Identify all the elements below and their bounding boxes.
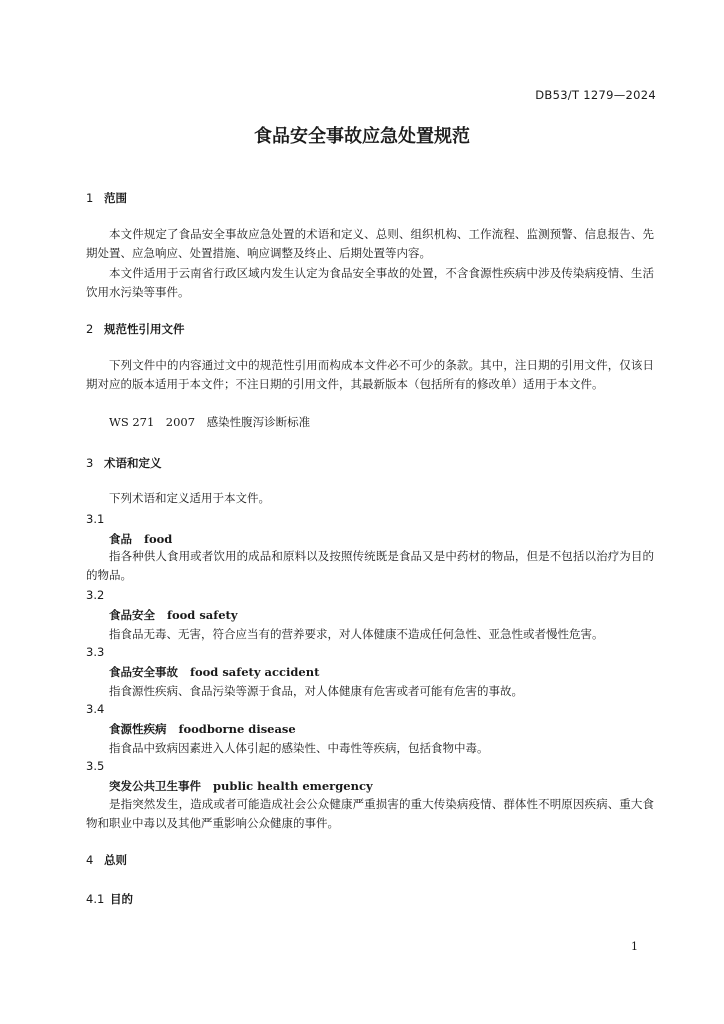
section-3-heading: [86, 455, 162, 471]
term-heading: [109, 721, 296, 737]
term-definition: 指各种供人食用或者饮用的成品和原料以及按照传统既是食品又是中药材的物品，但是不包括以治疗为目的的物品。: [86, 549, 654, 582]
term-en: public health emergency: [213, 779, 373, 793]
section-title: 范围: [104, 191, 127, 205]
term-en: food safety accident: [190, 665, 320, 679]
term-number: 3.4: [86, 702, 105, 716]
term-heading: [109, 778, 373, 794]
section-number: 4: [86, 853, 94, 867]
term-number: 3.2: [86, 588, 105, 602]
document-title: 食品安全事故应急处置规范: [254, 126, 470, 147]
term-en: foodborne disease: [178, 722, 296, 736]
term-number: 3.1: [86, 512, 105, 526]
term-zh: 食品: [109, 532, 132, 546]
section-1-heading: [86, 190, 127, 206]
term-en: food safety: [167, 608, 238, 622]
term-number: 3.5: [86, 759, 105, 773]
document-code: DB53/T 1279—2024: [535, 88, 656, 102]
section-2-paragraph-1: 下列文件中的内容通过文中的规范性引用而构成本文件必不可少的条款。其中，注日期的引用文件，仅该日期对应的版本适用于本文件；不注日期的引用文件，其最新版本（包括所有的修改单）适用于本文件。: [86, 358, 654, 391]
section-number: 3: [86, 456, 94, 470]
term-definition: 指食源性疾病、食品污染等源于食品，对人体健康有危害或者可能有危害的事故。: [109, 684, 523, 698]
term-heading: [109, 607, 238, 623]
section-4-heading: [86, 852, 127, 868]
section-1-paragraph-1: 本文件规定了食品安全事故应急处置的术语和定义、总则、组织机构、工作流程、监测预警、信息报告、先期处置、应急响应、处置措施、响应调整及终止、后期处置等内容。: [86, 227, 654, 260]
section-3-intro: 下列术语和定义适用于本文件。: [109, 491, 270, 505]
section-4-1-heading: [86, 891, 133, 907]
section-number: 2: [86, 322, 94, 336]
term-number: 3.3: [86, 645, 105, 659]
term-zh: 食品安全: [109, 608, 155, 622]
section-number: 4.1: [86, 892, 105, 906]
term-definition: 指食品无毒、无害，符合应当有的营养要求，对人体健康不造成任何急性、亚急性或者慢性危害。: [109, 627, 604, 641]
section-title: 规范性引用文件: [104, 322, 185, 336]
term-heading: [109, 531, 172, 547]
normative-reference: WS 271 2007 感染性腹泻诊断标准: [109, 415, 311, 429]
term-zh: 食源性疾病: [109, 722, 167, 736]
section-1-paragraph-2: 本文件适用于云南省行政区域内发生认定为食品安全事故的处置，不含食源性疾病中涉及传染病疫情、生活饮用水污染等事件。: [86, 266, 654, 299]
section-title: 总则: [104, 853, 127, 867]
term-zh: 食品安全事故: [109, 665, 178, 679]
term-heading: [109, 664, 319, 680]
section-number: 1: [86, 191, 94, 205]
section-2-heading: [86, 321, 185, 337]
term-definition: 是指突然发生，造成或者可能造成社会公众健康严重损害的重大传染病疫情、群体性不明原因疾病、重大食物和职业中毒以及其他严重影响公众健康的事件。: [86, 797, 654, 830]
term-en: food: [144, 532, 173, 546]
term-zh: 突发公共卫生事件: [109, 779, 201, 793]
term-definition: 指食品中致病因素进入人体引起的感染性、中毒性等疾病，包括食物中毒。: [109, 741, 489, 755]
section-title: 目的: [110, 892, 133, 906]
page-number: 1: [631, 940, 638, 953]
section-title: 术语和定义: [104, 456, 162, 470]
